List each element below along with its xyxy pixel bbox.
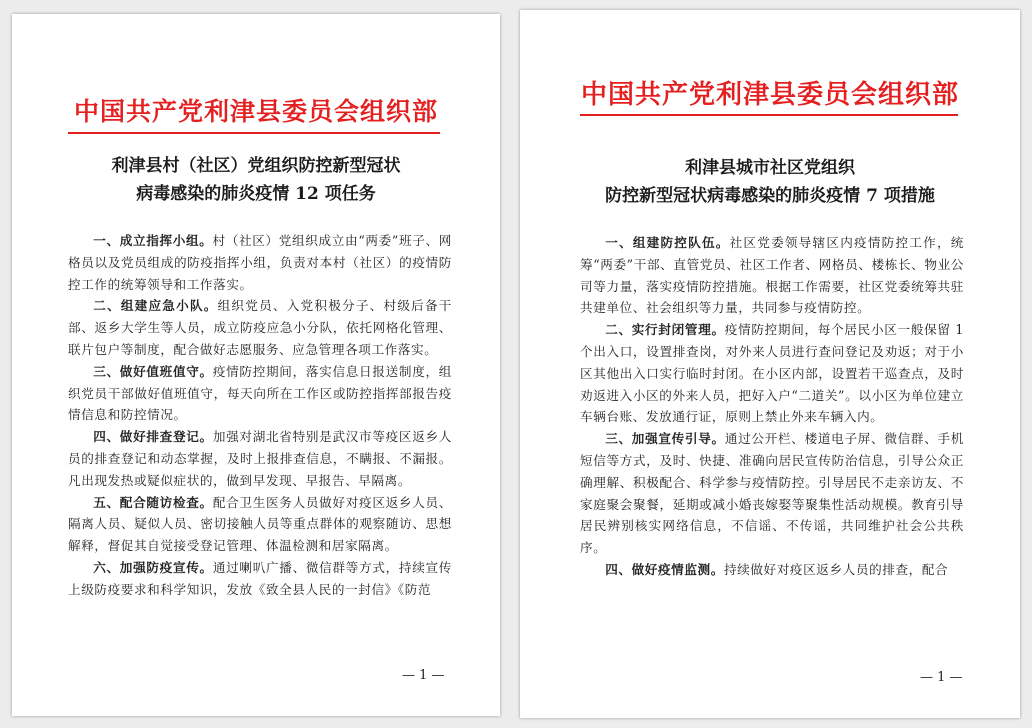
paragraph-heading: 一、成立指挥小组。	[93, 233, 213, 248]
header-red-rule	[580, 114, 958, 116]
paragraph-heading: 一、组建防控队伍。	[605, 235, 730, 250]
header-red-rule	[68, 132, 440, 134]
title-line-2: 病毒感染的肺炎疫情 12 项任务	[136, 184, 376, 204]
paragraph-text: 通过公开栏、楼道电子屏、微信群、手机短信等方式，及时、快捷、准确向居民宣传防治信息，引导公众正确理解、积极配合、科学参与疫情防控。引导居民不走亲访友、不家庭聚会聚餐，延期或减小婚丧嫁娶等聚集性活动规模。教育引导居民辨别核实网络信息，不信谣、不传谣，共同维护社会公共秩序。	[580, 431, 964, 556]
paragraph	[68, 557, 452, 601]
paragraph	[580, 428, 964, 559]
document-body	[68, 230, 452, 640]
paragraph-heading: 四、做好排查登记。	[93, 429, 213, 445]
document-page-left	[12, 14, 500, 716]
paragraph-text: 村（社区）党组织成立由“两委”班子、网格员以及党员组成的防疫指挥小组，负责对本村（社区）的疫情防控工作的统筹领导和工作落实。	[68, 233, 452, 292]
paragraph-heading: 三、做好值班值守。	[93, 363, 213, 379]
title-line-2: 防控新型冠状病毒感染的肺炎疫情 7 项措施	[605, 186, 935, 206]
paragraph-text: 社区党委领导辖区内疫情防控工作，统筹“两委”干部、直管党员、社区工作者、网格员、楼栋长、物业公司等力量，落实疫情防控措施。根据工作需要，社区党委统筹共驻共建单位、社会组织等力量，共同参与疫情防控。	[580, 235, 964, 316]
paragraph-heading: 二、实行封闭管理。	[605, 322, 725, 338]
paragraph	[68, 361, 452, 426]
paragraph-heading: 三、加强宣传引导。	[605, 431, 725, 447]
paragraph-text: 组织党员、入党积极分子、村级后备干部、返乡大学生等人员，成立防疫应急小分队，依托网格化管理、联片包户等制度，配合做好志愿服务、应急管理各项工作落实。	[68, 298, 452, 357]
paragraph-heading: 二、组建应急小队。	[93, 298, 218, 314]
document-page-right	[520, 10, 1020, 718]
paragraph	[68, 426, 452, 491]
org-header: 中国共产党利津县委员会组织部	[73, 97, 438, 126]
page-number: — 1 —	[920, 670, 963, 685]
paragraph-heading: 四、做好疫情监测。	[605, 561, 724, 577]
title-line-1: 利津县城市社区党组织	[685, 158, 855, 178]
paragraph	[580, 232, 964, 319]
title-line-1: 利津县村（社区）党组织防控新型冠状	[111, 156, 401, 176]
paragraph-heading: 五、配合随访检查。	[93, 494, 213, 510]
document-title	[12, 152, 500, 208]
paragraph-text: 持续做好对疫区返乡人员的排查，配合	[723, 561, 949, 577]
org-header: 中国共产党利津县委员会组织部	[580, 80, 959, 110]
paragraph-heading: 六、加强防疫宣传。	[93, 559, 213, 575]
paragraph	[68, 230, 452, 295]
document-body	[580, 232, 964, 634]
paragraph-text: 疫情防控期间，落实信息日报送制度，组织党员干部做好值班值守，每天向所在工作区或防控指挥部报告疫情信息和防控情况。	[68, 363, 452, 423]
paragraph	[68, 492, 452, 557]
paragraph	[580, 319, 964, 428]
page-number: — 1 —	[402, 668, 445, 683]
paragraph-text: 配合卫生医务人员做好对疫区返乡人员、隔离人员、疑似人员、密切接触人员等重点群体的观察随访、思想解释，督促其自觉接受登记管理、体温检测和居家隔离。	[68, 494, 452, 554]
paragraph	[580, 559, 964, 581]
document-title	[520, 154, 1020, 210]
paragraph-text: 加强对湖北省特别是武汉市等疫区返乡人员的排查登记和动态掌握，及时上报排查信息，不瞒报、不漏报。凡出现发热或疑似症状的，做到早发现、早报告、早隔离。	[68, 429, 452, 488]
paragraph-text: 疫情防控期间，每个居民小区一般保留 1 个出入口，设置排查岗，对外来人员进行查问登记及劝返；对于小区其他出入口实行临时封闭。在小区内部，设置若干巡查点，及时劝返进入小区的外来人员，把好入户“二道关”。以小区为单位建立车辆台账、发放通行证，原则上禁止外来车辆入内。	[580, 322, 964, 425]
paragraph	[68, 295, 452, 360]
paragraph-text: 通过喇叭广播、微信群等方式，持续宣传上级防疫要求和科学知识，发放《致全县人民的一封信》《防范	[68, 559, 452, 597]
